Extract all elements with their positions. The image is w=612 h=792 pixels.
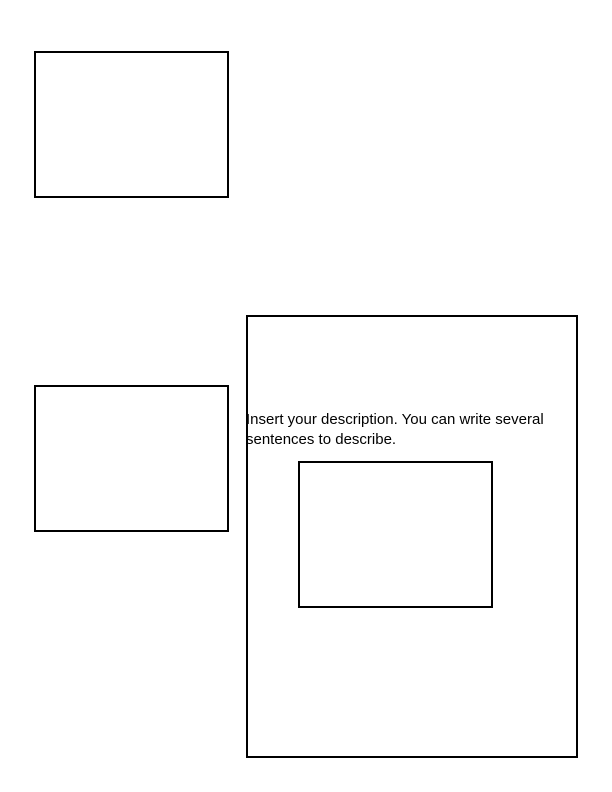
description-text: Insert your description. You can write several sentences to describe.: [246, 411, 544, 448]
image-placeholder-in-panel: [298, 461, 493, 608]
image-placeholder-middle-left: [34, 385, 229, 532]
image-placeholder-top-left: [34, 51, 229, 198]
